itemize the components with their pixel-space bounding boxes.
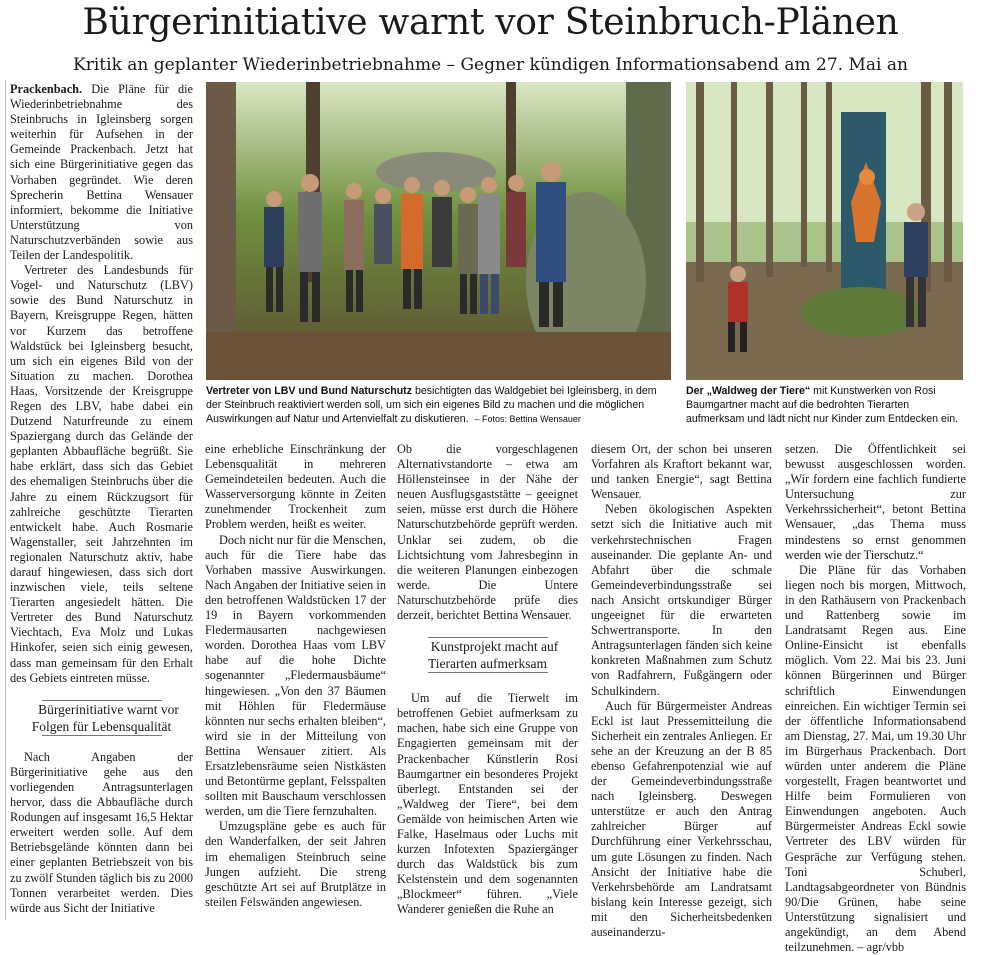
crosshead-1: Bürgerinitiative warnt vor Folgen für Lebensqualität xyxy=(31,701,179,734)
paragraph: Ob die vorgeschlagenen Alternativstandorte – etwa am Höllensteinsee in der Nähe der neuen Ausflugsgaststätte – geeignet seien, müsse erst durch die Höhere Naturschutzbehörde geprüft werden. Unklar sei zudem, ob die Lichtsichtung vom Jahresbeginn in die weiteren Planungen einbezogen werde. Die Untere Naturschutzbehörde prüfe dies derzeit, berichtet Bettina Wensauer. xyxy=(397,442,578,623)
subheadline: Kritik an geplanter Wiederinbetriebnahme – Gegner kündigen Informationsabend am 27. Mai an xyxy=(73,55,908,75)
forest-path-illustration xyxy=(686,82,963,380)
column-2 xyxy=(205,442,386,924)
headline: Bürgerinitiative warnt vor Steinbruch-Plänen xyxy=(82,2,899,43)
photo-credit: – Fotos: Bettina Wensauer xyxy=(474,414,581,424)
column-5 xyxy=(785,442,967,955)
paragraph: Die Pläne für das Vorhaben liegen noch bis morgen, Mittwoch, in den Rathäusern von Prackenbach und Rattenberg sowie im Landratsamt Regen aus. Eine Online-Einsicht ist ebenfalls möglich. Vom 22. Mai bis 23. Juni können Bürgerinnen und Bürger schriftlich Einwendungen einreichen. Ein wichtiger Termin sei der öffentliche Informationsabend am Dienstag, 27. Mai, um 19.30 Uhr im Bürgerhaus Prackenbach. Dort würden unter anderem die Pläne vorgestellt, Fragen beantwortet und Hilfe beim Formulieren von Einwendungen angeboten. Auch Bürgermeister Andreas Eckl sowie Vertreter des LBV würden für Gespräche zur Verfügung stehen. Toni Schuberl, Landtagsabgeordneter von Bündnis 90/Die Grünen, habe seine Unterstützung signalisiert und angekündigt, an dem Abend teilzunehmen. – agr/vbb xyxy=(785,562,967,955)
page-edge-line xyxy=(5,80,6,920)
column-1 xyxy=(10,82,193,922)
paragraph: Vertreter des Landesbunds für Vogel- und Naturschutz (LBV) sowie des Bund Naturschutz in Bayern, Kreisgruppe Regen, hätten vor Kurzem das betroffene Waldstück bei Igleinsberg besucht, um sich ein eigenes Bild von der Situation zu machen. Dorothea Haas, Vorsitzende der Kreisgruppe Regen des LBV, habe dabei ein Dutzend Naturfreunde zu einem Spaziergang durch das Gelände der geplanten Abbaufläche begrüßt. Sie habe erklärt, dass sich das Gebiet des ehemaligen Steinbruchs über die Jahre zu einem Rückzugsort für zahlreiche geschützte Tierarten entwickelt habe. Auch Rosmarie Wagenstaller, seit Jahrzehnten im regionalen Naturschutz aktiv, habe darauf hingewiesen, dass sich dort inzwischen viele, teils seltene Tierarten angesiedelt hätten. Die Vertreter des Bund Naturschutz Viechtach, Eva Molz und Lukas Hinkofer, seien sich einig gewesen, dass man gemeinsam für den Erhalt des Gebiets eintreten müsse. xyxy=(10,263,193,685)
paragraph: diesem Ort, der schon bei unseren Vorfahren als Kraftort bekannt war, und tanken Energie“, sagt Bettina Wensauer. xyxy=(591,442,772,502)
crosshead-2: Kunstprojekt macht auf Tierarten aufmerksam xyxy=(427,639,559,672)
paragraph: Umzugspläne gebe es auch für den Wanderfalken, der seit Jahren im ehemaligen Steinbruch seine Jungen aufzieht. Die streng geschützte Art sei auf Brutplätze in steilen Felswänden angewiesen. xyxy=(205,819,386,909)
column-3 xyxy=(397,442,578,924)
paragraph: Neben ökologischen Aspekten setzt sich die Initiative auch mit verkehrstechnischen Fragen auseinander. Die geplante An- und Abfahrt über die schmale Gemeindeverbindungsstraße sei nach Ansicht ortskundiger Bürger ungeeignet für die erwarteten Schwertransporte. In den Antragsunterlagen fänden sich keine konkreten Maßnahmen zum Schutz von Radfahrern, Fußgängern oder Schulkindern. xyxy=(591,502,772,698)
paragraph: Um auf die Tierwelt im betroffenen Gebiet aufmerksam zu machen, habe sich eine Gruppe von Engagierten gemeinsam mit der Prackenbacher Künstlerin Rosi Baumgartner ein besonderes Projekt überlegt. Entstanden sei der „Waldweg der Tiere“, bei dem Gemälde von heimischen Arten wie Falke, Haselmaus oder Luchs mit kurzen Infotexten Spaziergänger durch das Waldstück bis zum Kelstenstein und dem sogenannten „Blockmeer“ führen. „Viele Wanderer genießen die Ruhe an xyxy=(397,691,578,917)
caption-bold: Vertreter von LBV und Bund Naturschutz xyxy=(206,385,413,397)
column-4 xyxy=(591,442,772,939)
author-signature: – agr/vbb xyxy=(857,940,905,955)
paragraph: Auch für Bürgermeister Andreas Eckl ist laut Pressemitteilung die Sicherheit ein zentrales Anliegen. Er sehe an der Kreuzung an der B 85 ebenso Gefahrenpotenzial wie auf der Gemeindeverbindungsstraße nach Igleinsberg. Deswegen unterstütze er auch den Antrag zahlreicher Bürger auf Durchführung einer Verkehrsschau, um gute Lösungen zu finden. Nach Ansicht der Initiative habe die Verkehrsbehörde am Landratsamt bislang kein Interesse gezeigt, sich mit den Sicherheitsbedenken auseinanderzu- xyxy=(591,698,772,939)
paragraph: setzen. Die Öffentlichkeit sei bewusst ausgeschlossen worden. „Wir fordern eine fachlich fundierte Untersuchung zur Verkehrssicherheit“, betont Bettina Wensauer, „das Thema muss mindestens so ernst genommen werden wie der Tierschutz.“ xyxy=(785,442,966,562)
photo-forest-path-children xyxy=(686,82,963,380)
paragraph: eine erhebliche Einschränkung der Lebensqualität in mehreren Gemeindeteilen bedeuten. Auch die Wasserversorgung könnte in Zeiten zunehmender Trockenheit zum Problem werden, heißt es weiter. xyxy=(205,442,386,532)
photo-caption-left xyxy=(206,384,671,428)
photo-caption-right xyxy=(686,384,963,428)
paragraph: Nach Angaben der Bürgerinitiative gehe aus den vorliegenden Antragsunterlagen hervor, dass die Abbaufläche durch Rodungen auf insgesamt 16,5 Hektar erweitert werden solle. Auf dem Betriebsgelände könnten dann bei einer geplanten Betriebszeit von bis zu zwölf Stunden täglich bis zu 2000 Tonnen verarbeitet werden. Dies würde aus Sicht der Initiative xyxy=(10,749,193,915)
photo-group-in-forest xyxy=(206,82,671,380)
paragraph: Doch nicht nur für die Menschen, auch für die Tiere habe das Vorhaben massive Auswirkungen. Nach Angaben der Initiative seien in den betroffenen Waldstücken 17 der 19 in Bayern vorkommenden Fledermausarten nachgewiesen worden. Dorothea Haas vom LBV habe auf die hohe Dichte sogenannter „Fledermausbäume“ hingewiesen. „Von den 37 Bäumen mit Höhlen für Fledermäuse könnten nur sechs erhalten bleiben“, wird sie in der Mitteilung von Bettina Wensauer zitiert. Als Ersatzlebensräume seien Nistkästen und Betontürme geplant, Felsspalten sollten mit Bauschaum verschlossen werden, um die Tiere fernzuhalten. xyxy=(205,532,386,819)
caption-text: mit Kunstwerken von Rosi Baumgartner macht auf die bedrohten Tierarten aufmerksam und lädt nicht nur Kinder zum Entdecken ein. xyxy=(686,385,959,425)
caption-text: besichtigten das Waldgebiet bei Igleinsberg, in dem der Steinbruch reaktiviert werden soll, um sich ein eigenes Bild zu machen und die möglichen Auswirkungen auf Natur und Artenvielfalt zu diskutieren. xyxy=(206,385,657,425)
dateline: Prackenbach. xyxy=(10,82,83,96)
lead-paragraph: Prackenbach. Die Pläne für die Wiederinbetriebnahme des Steinbruchs in Igleinsberg sorgen weiterhin für Aufsehen in der Gemeinde Prackenbach. Jetzt hat sich eine Bürgerinitiative gegen das Vorhaben gegründet. Wie deren Sprecherin Bettina Wensauer informiert, bekomme die Initiative Unterstützung von Naturschutzverbänden sowie aus Teilen der Landespolitik. xyxy=(10,82,193,263)
forest-group-illustration xyxy=(206,82,671,380)
caption-bold: Der „Waldweg der Tiere“ xyxy=(686,385,811,397)
